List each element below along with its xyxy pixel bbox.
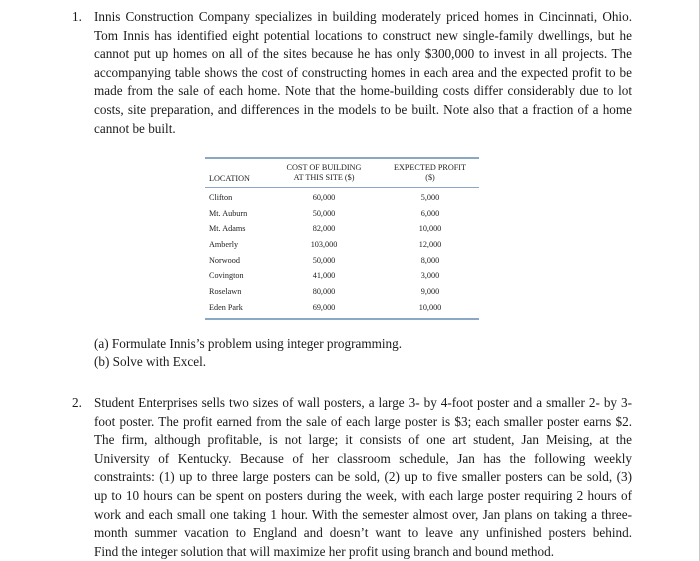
problem-2-number: 2. bbox=[72, 395, 82, 410]
table-cell-cost: 69,000 bbox=[312, 302, 336, 312]
table-cell-location: Eden Park bbox=[209, 302, 243, 312]
table-cell-profit: 5,000 bbox=[420, 193, 440, 202]
problem-1-line: Tom Innis has identified eight potential locations to construct new single-family dwellings, but he bbox=[94, 27, 632, 43]
table-bottom-rule bbox=[205, 318, 479, 320]
table-header-profit-line2: ($) bbox=[425, 173, 435, 182]
table-body bbox=[205, 192, 479, 318]
problem-2-line: University of Kentucky. Because of her classroom schedule, Jan has the following weekly bbox=[94, 450, 632, 466]
table-cell-profit: 8,000 bbox=[420, 255, 440, 265]
table-cell-location: Roselawn bbox=[209, 287, 242, 297]
table-row bbox=[205, 286, 479, 302]
table-cell-profit: 6,000 bbox=[420, 208, 440, 218]
problem-1-line: costs, site preparation, and differences in the models to be built. Note also that a fraction of a home bbox=[94, 101, 632, 117]
table-cell-location: Covington bbox=[209, 271, 244, 281]
table-cell-cost: 103,000 bbox=[310, 240, 338, 250]
table-cell-location: Mt. Auburn bbox=[209, 208, 248, 218]
table-header-rule bbox=[205, 187, 479, 188]
table-cell-location: Amberly bbox=[209, 240, 239, 250]
problem-2-line: Student Enterprises sells two sizes of wall posters, a large 3- by 4-foot poster and a smaller 2- by 3- bbox=[94, 395, 632, 410]
problem-1-text bbox=[94, 8, 632, 138]
problem-1-line: cannot be built. bbox=[94, 120, 176, 136]
table-row bbox=[205, 270, 479, 286]
problem-2-line: work and each small one taking 1 hour. With the semester almost over, Jan plans on taking a three- bbox=[94, 506, 632, 522]
table-row bbox=[205, 239, 479, 255]
table-cell-cost: 50,000 bbox=[312, 208, 336, 218]
problem-2-line: constraints: (1) up to three large posters can be sold, (2) up to five smaller posters can be sold, (3) bbox=[94, 469, 632, 485]
table-cell-profit: 12,000 bbox=[418, 240, 442, 250]
table-cell-location: Mt. Adams bbox=[209, 224, 246, 234]
table-row bbox=[205, 223, 479, 239]
table-cell-location: Clifton bbox=[209, 193, 233, 202]
problem-1-line: cannot put up homes on all of the sites because he has only $300,000 to invest in all projects. The bbox=[94, 46, 632, 62]
table-row bbox=[205, 208, 479, 224]
table-cell-cost: 50,000 bbox=[312, 255, 336, 265]
table-cell-profit: 3,000 bbox=[420, 271, 440, 281]
table-cell-cost: 60,000 bbox=[312, 193, 336, 202]
problem-1-line: made from the sale of each home. Note that the home-building costs differ considerably due to lot bbox=[94, 83, 632, 99]
table-header-cost-line1: COST OF BUILDING bbox=[286, 163, 362, 172]
problem-2-text bbox=[94, 394, 632, 561]
problem-1-part-a: (a) Formulate Innis’s problem using integer programming. bbox=[94, 336, 403, 351]
table-cell-cost: 80,000 bbox=[312, 287, 336, 297]
problem-2-line: foot poster. The profit earned from the sale of each large poster is $3; each smaller poster earns $2. bbox=[94, 413, 632, 429]
table-header-cost bbox=[277, 163, 371, 183]
problem-2-line: Find the integer solution that will maximize her profit using branch and bound method. bbox=[94, 543, 555, 559]
problem-1-part-b: (b) Solve with Excel. bbox=[94, 354, 207, 369]
problem-1-number: 1. bbox=[72, 9, 82, 24]
table-header-cost-line2: AT THIS SITE ($) bbox=[293, 173, 355, 182]
table-cell-location: Norwood bbox=[209, 255, 240, 265]
table-cell-profit: 10,000 bbox=[418, 302, 442, 312]
table-header-profit bbox=[383, 163, 477, 183]
table-top-rule bbox=[205, 157, 479, 159]
table-cell-profit: 9,000 bbox=[420, 287, 440, 297]
table-header-location: LOCATION bbox=[209, 174, 250, 183]
table-cell-cost: 82,000 bbox=[312, 224, 336, 234]
problem-2-line: up to 10 hours can be spent on posters during the week, with each large poster requiring 2 hours of bbox=[94, 487, 632, 503]
table-header-profit-line1: EXPECTED PROFIT bbox=[393, 163, 467, 172]
table-cell-cost: 41,000 bbox=[312, 271, 336, 281]
table-row bbox=[205, 255, 479, 271]
problem-2-line: month summer vacation to England and doesn’t want to leave any unfinished posters behind. bbox=[94, 525, 632, 541]
table-row bbox=[205, 302, 479, 318]
problem-2-line: The firm, although profitable, is not large; it consists of one art student, Jan Meising, at the bbox=[94, 432, 632, 448]
problem-1-line: Innis Construction Company specializes in building moderately priced homes in Cincinnati, Ohio. bbox=[94, 9, 632, 24]
problem-1-line: accompanying table shows the cost of constructing homes in each area and the expected profit to be bbox=[94, 64, 632, 80]
table-cell-profit: 10,000 bbox=[418, 224, 442, 234]
table-row bbox=[205, 192, 479, 208]
